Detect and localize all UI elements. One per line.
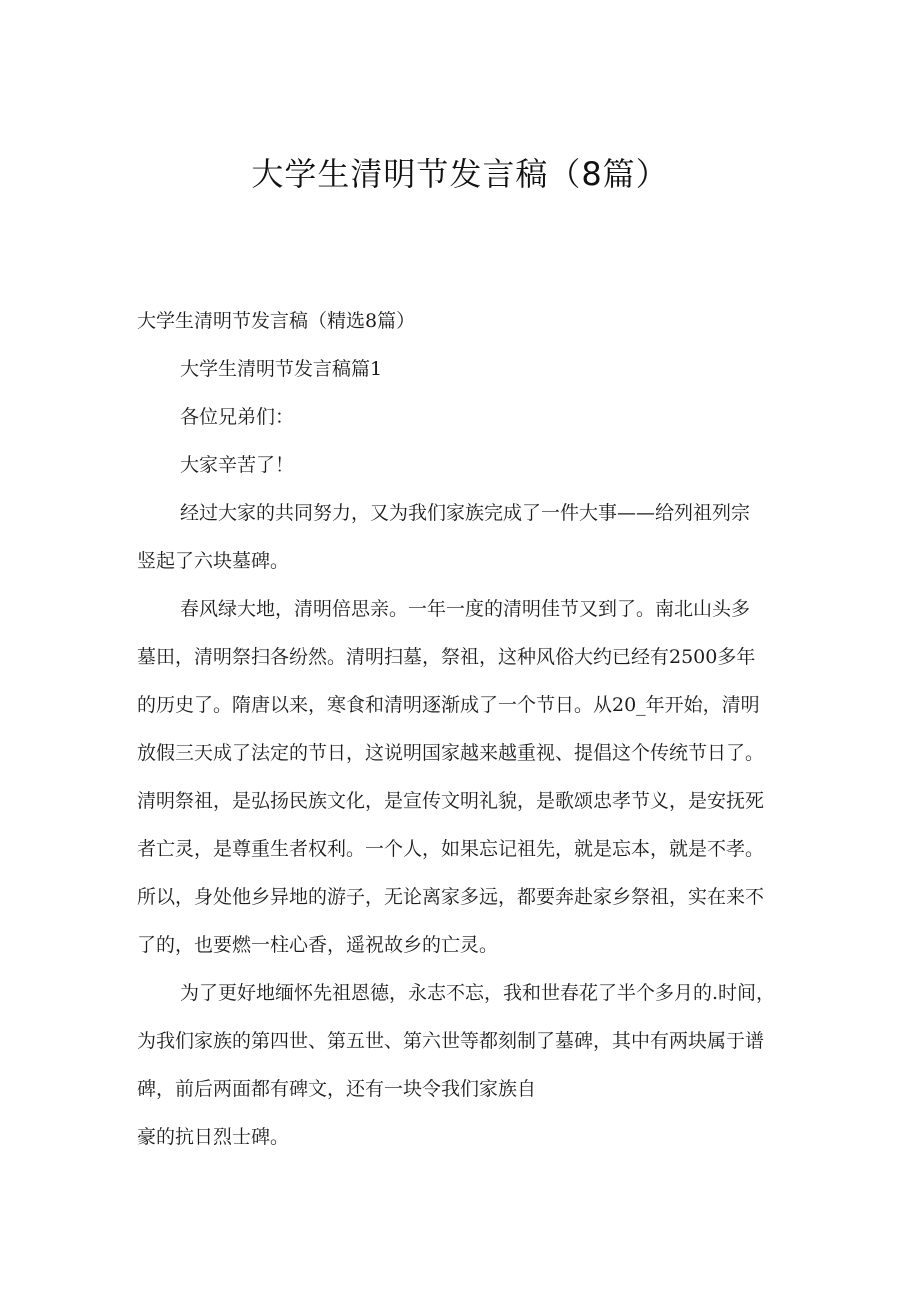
paragraph-line: 为了更好地缅怀先祖恩德，永志不忘，我和世春花了半个多月的.时间，: [180, 982, 776, 1004]
paragraph-line: 墓田，清明祭扫各纷然。清明扫墓，祭祖，这种风俗大约已经有2500多年: [137, 646, 756, 668]
paragraph-line: 的历史了。隋唐以来，寒食和清明逐渐成了一个节日。从20_年开始，清明: [137, 694, 760, 716]
paragraph-line: 放假三天成了法定的节日，这说明国家越来越重视、提倡这个传统节日了。: [137, 742, 765, 764]
paragraph-line: 所以，身处他乡异地的游子，无论离家多远，都要奔赴家乡祭祖，实在来不: [137, 886, 765, 908]
paragraph-line: 了的，也要燃一柱心香，遥祝故乡的亡灵。: [137, 934, 499, 956]
paragraph-line: 清明祭祖，是弘扬民族文化，是宣传文明礼貌，是歌颂忠孝节义，是安抚死: [137, 790, 765, 812]
paragraph-line: 为我们家族的第四世、第五世、第六世等都刻制了墓碑，其中有两块属于谱: [137, 1030, 765, 1052]
section-heading: 大学生清明节发言稿篇1: [180, 358, 383, 380]
subtitle-line: 大学生清明节发言稿（精选8篇）: [137, 310, 416, 332]
paragraph-line: 竖起了六块墓碑。: [137, 550, 290, 572]
paragraph-line: 春风绿大地，清明倍思亲。一年一度的清明佳节又到了。南北山头多: [180, 598, 751, 620]
paragraph-line: 豪的抗日烈士碑。: [137, 1126, 290, 1148]
salutation-line: 各位兄弟们：: [180, 406, 295, 428]
paragraph-line: 碑，前后两面都有碑文，还有一块令我们家族自: [137, 1078, 537, 1100]
greeting-line: 大家辛苦了！: [180, 454, 295, 476]
paragraph-line: 者亡灵，是尊重生者权利。一个人，如果忘记祖先，就是忘本，就是不孝。: [137, 838, 765, 860]
paragraph-line: 经过大家的共同努力，又为我们家族完成了一件大事——给列祖列宗: [180, 502, 751, 524]
document-title: 大学生清明节发言稿（8篇）: [251, 155, 669, 193]
